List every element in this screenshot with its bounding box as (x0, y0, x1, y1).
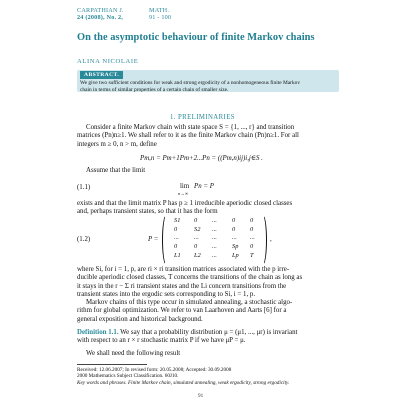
matrix-cell: ... (194, 234, 199, 241)
text-line: general exposition and historical background. (77, 315, 203, 323)
product-equation: Pm,n = Pm+1Pm+2...Pn = ((Pm,n)ij)i,j∈S . (140, 155, 263, 162)
page-number: 91 (198, 393, 204, 399)
definition-line: with respect to an r × r stochastic matrix P if we have μP = μ. (77, 337, 246, 345)
abstract-label: ABSTRACT. (80, 71, 123, 79)
matrix-cell: S2 (194, 226, 201, 233)
journal-pages: 91 - 100 (149, 14, 172, 22)
journal-name: CARPATHIAN J. (77, 7, 124, 14)
matrix-cell: ... (232, 234, 237, 241)
matrix-cell: L2 (194, 252, 201, 259)
limit-subscript: n→∞ (178, 191, 189, 196)
text-line: exists and that the limit matrix P has p ≥ 1 irreducible aperiodic closed classes (77, 200, 293, 207)
journal-header (77, 7, 207, 21)
need-line: We shall need the following result (86, 350, 181, 357)
author-name: ALINA NICOLAIE (77, 58, 139, 65)
journal-line-2 (77, 14, 207, 21)
matrix-cell: 0 (194, 217, 198, 224)
matrix-cell: ... (250, 234, 255, 241)
text-line: rithm for global optimization. We refer to van Laarhoven and Aarts [6] for a (77, 307, 287, 315)
definition-heading: Definition 1.1. (77, 329, 119, 336)
matrix-cell: ... (212, 243, 217, 250)
equation-number: (1.2) (77, 236, 91, 243)
paragraph-intro (77, 124, 345, 149)
matrix-cell: 0 (174, 226, 178, 233)
text-line: transient states into the ergodic sets corresponding to Si, i = 1, p. (77, 290, 256, 298)
footnote-line: 2000 Mathematics Subject Classification. 60J10. (77, 373, 179, 380)
journal-subject: MATH. (149, 7, 170, 14)
matrix-cell: ... (174, 234, 179, 241)
text-line: it stays in the r − Σ ri transient states and the Li concern transitions from the (77, 282, 287, 290)
matrix-cell: T (250, 252, 254, 259)
matrix-cell: ... (212, 234, 217, 241)
matrix-trailing-comma: , (270, 236, 272, 243)
matrix-cell: ... (212, 252, 217, 259)
matrix-cell: 0 (250, 243, 254, 250)
limit-operator: lim (180, 183, 190, 190)
section-heading: 1. PRELIMINARIES (170, 114, 235, 121)
journal-line-1 (77, 7, 207, 14)
matrix-cell: L1 (174, 252, 181, 259)
block-matrix (162, 214, 272, 264)
text-line: Consider a finite Markov chain with state space S = {1, ..., r} and transition (86, 124, 295, 131)
footnote-line: Key words and phrases. Finite Markov chain, simulated annealing, weak ergodicity, strong ergodicity. (77, 379, 290, 386)
equation-number: (1.1) (77, 184, 91, 191)
matrix-cell: 0 (250, 217, 254, 224)
definition-block (77, 329, 345, 346)
matrix-cell: Lp (232, 252, 239, 259)
limit-equation (180, 181, 240, 199)
paper-title: On the asymptotic behaviour of finite Markov chains (77, 32, 315, 43)
footnotes (77, 367, 367, 386)
text-line: integers m ≥ 0, n > m, define (77, 140, 157, 148)
definition-line (77, 329, 345, 337)
abstract-line: We give two sufficient conditions for weak and strong ergodicity of a nonhomogeneous finite Markov (80, 80, 301, 86)
matrix-cell: 0 (194, 243, 198, 250)
text-line: Markov chains of this type occur in simulated annealing, a stochastic algo- (86, 299, 293, 307)
matrix-entries (172, 217, 258, 263)
matrix-cell: ... (212, 217, 217, 224)
abstract-text (80, 80, 336, 93)
left-paren (162, 214, 171, 266)
matrix-cell: Sp (232, 243, 239, 250)
text-line: and, perhaps transient states, so that it has the form (77, 208, 218, 216)
matrix-cell: 0 (174, 243, 178, 250)
assume-line: Assume that the limit (86, 167, 146, 174)
matrix-cell: 0 (250, 226, 254, 233)
matrix-cell: 0 (232, 217, 236, 224)
paragraph-where (77, 266, 345, 324)
definition-text: We say that a probability distribution μ = (μ1, ..., μr) is invariant (120, 329, 298, 336)
matrix-cell: ... (212, 226, 217, 233)
abstract-line: chain in terms of similar properties of a certain chain of smaller size. (80, 86, 229, 93)
journal-volume: 24 (2008), No. 2, (77, 14, 124, 22)
text-line: matrices (Pn)n≥1. We shall refer to it as the finite Markov chain (Pn)n≥1. For all (77, 132, 299, 140)
matrix-lhs: P = (148, 236, 159, 243)
text-line: where Si, for i = 1, p, are ri × ri transition matrices associated with the p irre- (77, 266, 290, 273)
limit-expression: Pn = P (194, 183, 214, 190)
right-paren (258, 214, 267, 266)
footnote-line: Received: 12.06.2007; In revised form: 20.05.2008; Accepted: 30.09.2008 (77, 367, 232, 373)
text-line: ducible aperiodic closed classes, T concerns the transitions of the chain as long as (77, 274, 303, 282)
footnote-rule (77, 364, 147, 365)
matrix-cell: S1 (174, 217, 181, 224)
matrix-cell: 0 (232, 226, 236, 233)
